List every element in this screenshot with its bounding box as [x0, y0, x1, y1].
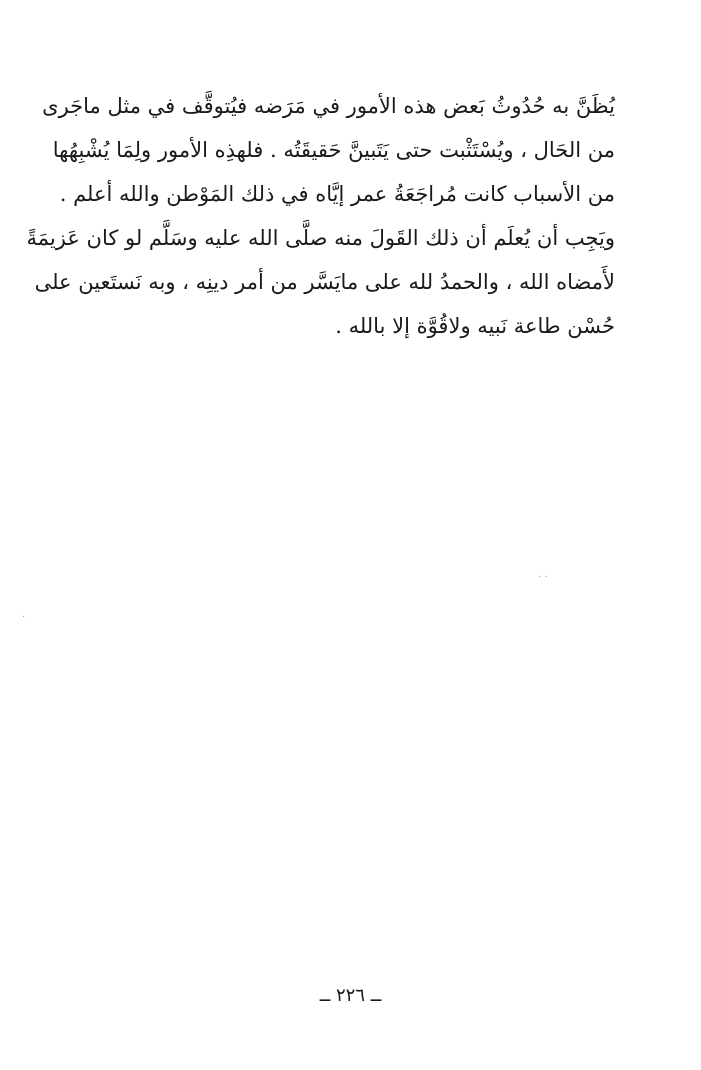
body-text — [26, 84, 615, 348]
text-line-2: من الحَال ، ويُسْتَثْبت حتى يَتَبينَّ حَقيقَتُه . فلهذِه الأمور ولِمَا يُشْبِهُها — [52, 138, 615, 162]
text-line-5: لأَمضاه الله ، والحمدُ لله على مايَسَّر من أمر دينِه ، وبه نَستَعين على — [34, 270, 615, 294]
page-number: ــ ٢٢٦ ــ — [319, 985, 382, 1006]
scan-speck: · — [22, 612, 26, 623]
text-line-1: يُظَنَّ به حُدُوثُ بَعض هذه الأمور في مَرَضه فيُتوقَّف في مثل ماجَرى — [42, 94, 615, 118]
scan-speck: · · — [538, 572, 548, 583]
text-line-6: حُسْن طاعة نَبيه ولاقُوَّة إلا بالله . — [335, 314, 615, 338]
text-line-3: من الأسباب كانت مُراجَعَةُ عمر إيَّاه في ذلك المَوْطن والله أعلم . — [59, 182, 615, 206]
text-line-4: ويَجِب أن يُعلَم أن ذلك القَولَ منه صلَّى الله عليه وسَلَّم لو كان عَزيمَةً — [26, 226, 615, 250]
